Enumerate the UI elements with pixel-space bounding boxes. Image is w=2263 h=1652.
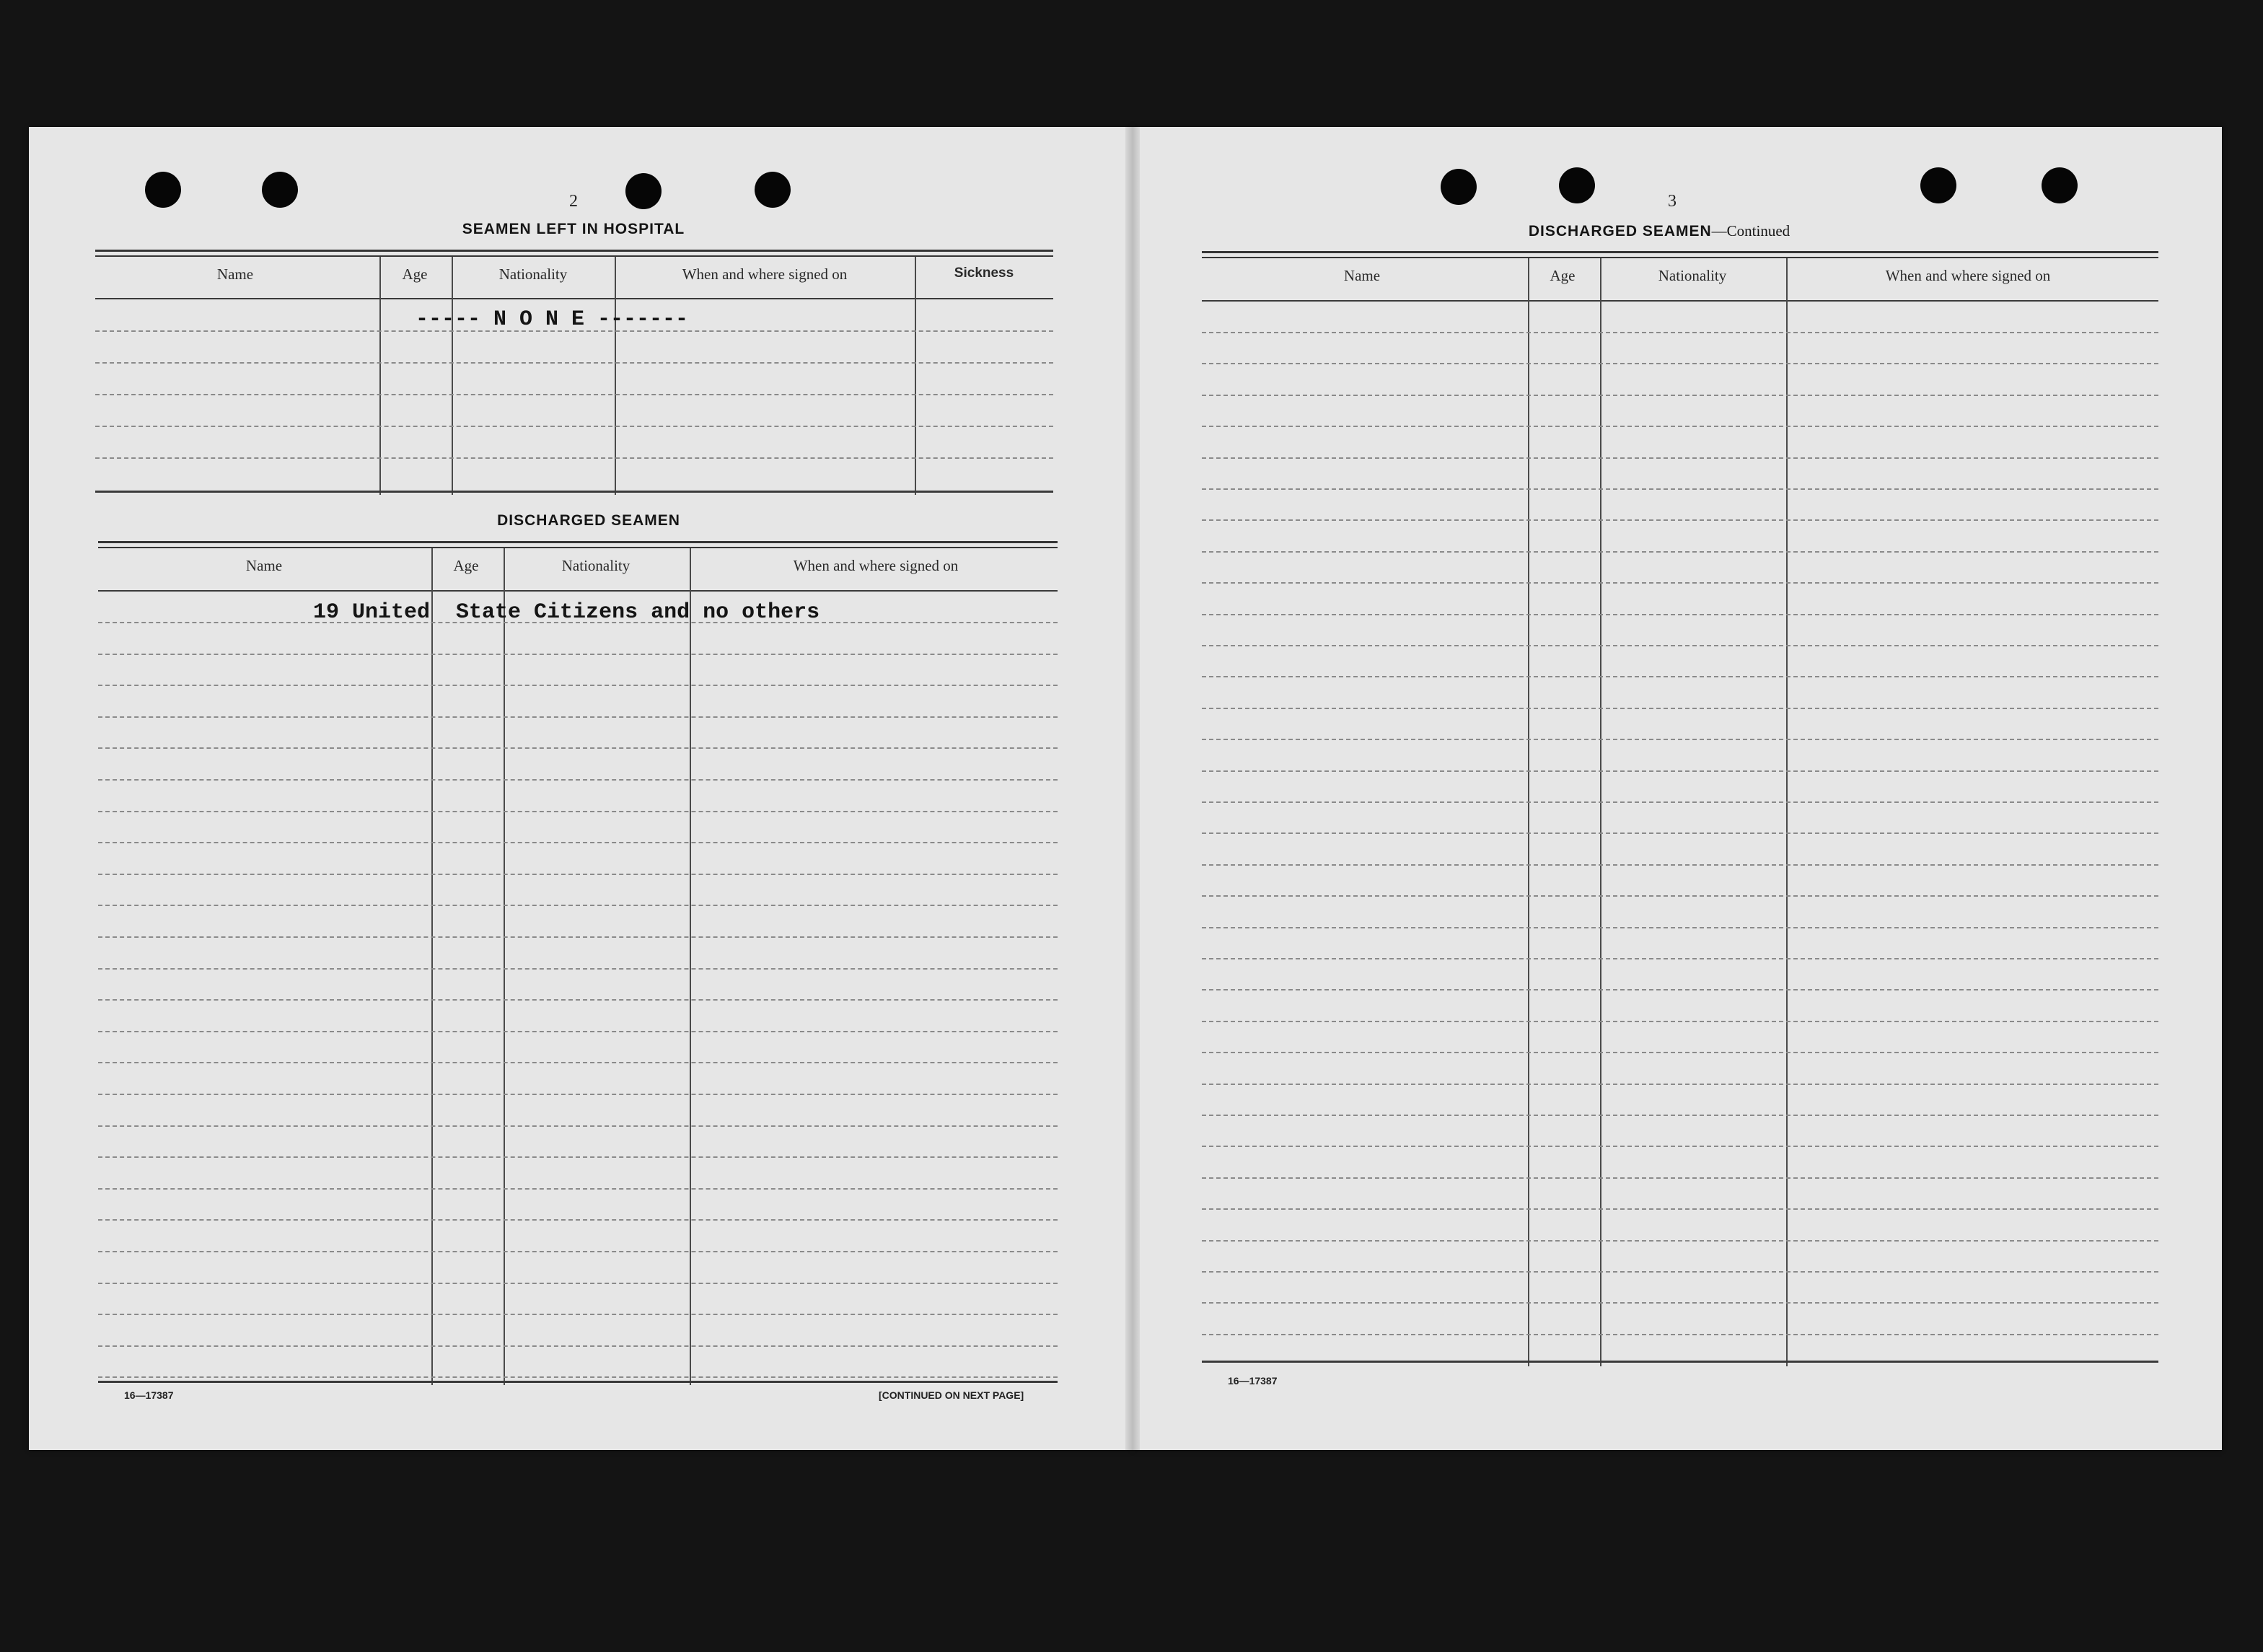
table-row: [1202, 1115, 2158, 1116]
table-row: [98, 1314, 1058, 1315]
table-row: [1202, 708, 2158, 709]
hospital-section-title: SEAMEN LEFT IN HOSPITAL: [462, 221, 685, 237]
table-row: [1202, 1084, 2158, 1085]
table-row: [95, 394, 1053, 395]
punch-hole: [145, 172, 181, 208]
table-row: [1202, 1240, 2158, 1242]
table-row: [95, 457, 1053, 459]
page-number: 3: [1668, 192, 1677, 211]
hospital-table: [95, 250, 1053, 495]
table-row: [1202, 1334, 2158, 1335]
table-row: [98, 1283, 1058, 1284]
section-title-text: DISCHARGED SEAMEN: [1528, 223, 1712, 240]
page-fold: [1125, 127, 1140, 1450]
table-row: [1202, 395, 2158, 396]
table-row: [1202, 927, 2158, 928]
discharged-table: [98, 541, 1058, 1387]
table-row: [98, 1156, 1058, 1158]
table-row: [1202, 519, 2158, 521]
punch-hole: [1559, 167, 1595, 203]
punch-hole: [1441, 169, 1477, 205]
typed-entry-none: ----- N O N E -------: [416, 307, 689, 332]
column-divider: [1786, 258, 1788, 1366]
table-row: [98, 968, 1058, 970]
table-row: [1202, 1146, 2158, 1147]
column-header-name: Name: [245, 557, 283, 574]
table-top-rule: [98, 547, 1058, 548]
table-top-rule: [1202, 257, 2158, 258]
column-header-signed-on: When and where signed on: [682, 265, 848, 283]
table-row: [1202, 832, 2158, 834]
table-row: [1202, 739, 2158, 740]
table-row: [98, 874, 1058, 875]
punch-hole: [262, 172, 298, 208]
table-row: [1202, 676, 2158, 677]
page-number: 2: [569, 192, 578, 211]
table-row: [98, 685, 1058, 686]
table-row: [1202, 614, 2158, 615]
table-row: [1202, 332, 2158, 333]
column-divider: [452, 257, 453, 495]
column-header-nationality: Nationality: [1658, 267, 1727, 284]
table-row: [98, 842, 1058, 843]
table-bottom-rule: [1202, 1361, 2158, 1363]
typed-entry-citizens: 19 United State Citizens and no others: [313, 600, 820, 625]
table-bottom-rule: [95, 491, 1053, 493]
table-row: [1202, 1052, 2158, 1053]
table-row: [98, 1031, 1058, 1032]
table-row: [98, 1219, 1058, 1221]
table-row: [1202, 770, 2158, 772]
table-row: [1202, 1302, 2158, 1304]
table-row: [98, 1345, 1058, 1347]
table-row: [98, 936, 1058, 938]
table-row: [98, 1376, 1058, 1378]
table-row: [1202, 958, 2158, 959]
table-row: [1202, 1021, 2158, 1022]
table-bottom-rule: [98, 1381, 1058, 1383]
column-divider: [615, 257, 616, 495]
table-row: [1202, 457, 2158, 459]
table-top-rule: [95, 250, 1053, 252]
table-top-rule: [95, 255, 1053, 257]
table-row: [98, 747, 1058, 749]
column-header-age: Age: [1550, 267, 1576, 284]
column-divider: [431, 548, 433, 1385]
discharged-section-title: DISCHARGED SEAMEN: [497, 512, 680, 529]
table-row: [1202, 801, 2158, 803]
table-row: [95, 362, 1053, 364]
table-row: [1202, 645, 2158, 646]
table-row: [1202, 1177, 2158, 1179]
table-row: [1202, 895, 2158, 897]
column-header-sickness: Sickness: [954, 265, 1014, 281]
table-top-rule: [1202, 251, 2158, 253]
column-header-nationality: Nationality: [561, 557, 630, 574]
table-row: [1202, 488, 2158, 490]
column-header-signed-on: When and where signed on: [1885, 267, 2051, 284]
table-row: [1202, 864, 2158, 866]
punch-hole: [1920, 167, 1956, 203]
continued-note: [CONTINUED ON NEXT PAGE]: [879, 1389, 1024, 1401]
table-top-rule: [98, 541, 1058, 543]
column-header-name: Name: [216, 265, 254, 283]
header-rule: [98, 590, 1058, 592]
punch-hole: [755, 172, 791, 208]
table-row: [98, 1125, 1058, 1127]
discharged-continued-table: [1202, 251, 2158, 1366]
punch-hole: [2042, 167, 2078, 203]
table-row: [98, 779, 1058, 781]
table-row: [98, 716, 1058, 718]
table-row: [1202, 363, 2158, 364]
section-title-suffix: —Continued: [1711, 222, 1790, 240]
table-row: [98, 905, 1058, 906]
column-header-name: Name: [1343, 267, 1381, 284]
table-row: [98, 1188, 1058, 1190]
table-row: [1202, 551, 2158, 553]
table-row: [98, 1251, 1058, 1252]
column-divider: [690, 548, 691, 1385]
discharged-continued-title: [1529, 222, 1790, 240]
table-row: [98, 1062, 1058, 1063]
form-number: 16—17387: [1228, 1375, 1278, 1387]
header-rule: [1202, 300, 2158, 302]
header-rule: [95, 298, 1053, 299]
column-header-nationality: Nationality: [498, 265, 568, 283]
punch-hole: [625, 173, 662, 209]
column-header-age: Age: [453, 557, 479, 574]
column-divider: [915, 257, 916, 495]
table-row: [95, 426, 1053, 427]
table-row: [1202, 426, 2158, 427]
table-row: [1202, 582, 2158, 584]
column-divider: [504, 548, 505, 1385]
table-row: [98, 654, 1058, 655]
table-row: [1202, 1208, 2158, 1210]
column-divider: [1600, 258, 1601, 1366]
column-header-signed-on: When and where signed on: [793, 557, 959, 574]
form-number: 16—17387: [124, 1389, 174, 1401]
column-divider: [379, 257, 381, 495]
table-row: [98, 999, 1058, 1001]
table-row: [1202, 989, 2158, 990]
table-row: [1202, 1271, 2158, 1273]
column-divider: [1528, 258, 1529, 1366]
table-row: [98, 1094, 1058, 1095]
column-header-age: Age: [402, 265, 428, 283]
table-row: [98, 811, 1058, 812]
